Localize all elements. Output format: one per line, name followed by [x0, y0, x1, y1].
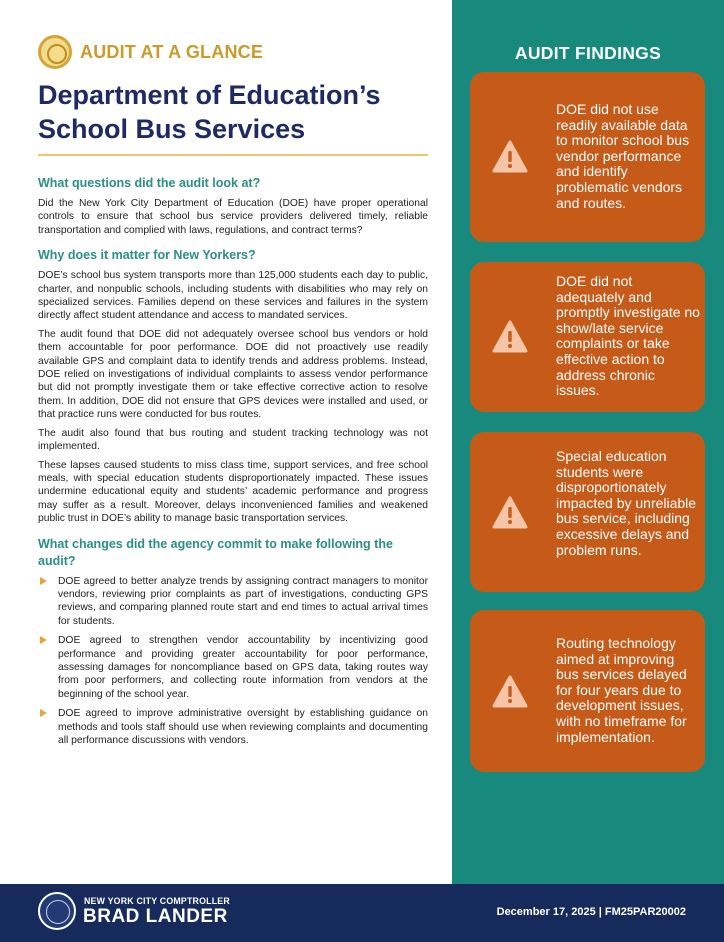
paragraph-why-4: These lapses caused students to miss class time, support services, and free school meals, with special education students disproportionately impacted. These issues undermine educational equity and students’ academic performance and progress may suffer as a result. Moreover, delays inconvenienced families and weakened public trust in DOE’s ability to manage basic transportation services. [38, 459, 428, 525]
warning-icon [492, 496, 528, 530]
section-heading-why: Why does it matter for New Yorkers? [38, 248, 256, 263]
finding-card-2 [470, 262, 705, 412]
warning-icon [492, 320, 528, 354]
list-item-text: DOE agreed to better analyze trends by assigning contract managers to monitor vendors, reviewing prior complaints as part of investigations, conducting GPS reviews, and comparing planned route start and end times to actual arrival times for students. [58, 575, 428, 627]
report-dateline: December 17, 2025 | FM25PAR20002 [496, 906, 686, 918]
title-line-2: School Bus Services [38, 114, 306, 144]
city-seal-icon [38, 35, 72, 69]
finding-card-3 [470, 432, 705, 592]
finding-text-2: DOE did not adequately and promptly investigate no show/late service complaints or take effective action to address chronic issues. [556, 273, 700, 399]
office-label: NEW YORK CITY COMPTROLLER [84, 896, 230, 906]
changes-list [38, 575, 428, 748]
finding-card-4 [470, 610, 705, 772]
findings-sidebar [452, 0, 724, 884]
bullet-arrow-icon [40, 636, 47, 644]
paragraph-questions: Did the New York City Department of Education (DOE) have proper operational controls to ensure that school bus service providers delivered timely, reliable transportation and complied with laws, regulations, and contract terms? [38, 198, 428, 236]
list-item [38, 575, 428, 629]
paragraph-why-1: DOE’s school bus system transports more than 125,000 students each day to public, charter, and nonpublic schools, including students with disabilities who may rely on specialized services. Families depend on these services and failures in the system directly affect student attendance and access to mandated services. [38, 270, 428, 322]
comptroller-seal-icon [38, 892, 76, 930]
eyebrow-label: AUDIT AT A GLANCE [80, 41, 264, 62]
warning-icon [492, 140, 528, 174]
finding-text-1: DOE did not use readily available data to monitor school bus vendor performance and identify problematic vendors and routes. [556, 101, 690, 211]
content-body [38, 175, 428, 753]
paragraph-why-3: The audit also found that bus routing and student tracking technology was not implemented. [38, 427, 428, 453]
findings-title: AUDIT FINDINGS [514, 43, 662, 63]
paragraph-why-2: The audit found that DOE did not adequately oversee school bus vendors or hold them accountable for poor performance. DOE did not proactively use readily available GPS and complaint data to identify trends and address problems. Instead, DOE relied on investigations of individual complaints to assess vendor performance but did not promptly investigate them or take effective corrective action to resolve them. In addition, DOE did not ensure that GPS devices were installed and used, or that practice runs were conducted for bus routes. [38, 328, 428, 421]
footer-bar [0, 884, 724, 942]
list-item [38, 707, 428, 747]
brand-row [38, 34, 263, 70]
bullet-arrow-icon [40, 709, 47, 717]
finding-card-1 [470, 72, 705, 242]
bullet-arrow-icon [40, 577, 47, 585]
title-line-1: Department of Education’s [38, 80, 381, 110]
section-heading-questions: What questions did the audit look at? [38, 176, 261, 190]
list-item-text: DOE agreed to improve administrative oversight by establishing guidance on methods and tools staff should use when reviewing complaints and documenting all performance discussions with vendors. [58, 708, 428, 746]
list-item-text: DOE agreed to strengthen vendor accountability by incentivizing good performance and providing greater accountability for poor performance, assessing damages for noncompliance based on GPS data, taking routes way from poor performers, and collecting route information from vendors at the beginning of the school year. [58, 635, 428, 700]
finding-text-3: Special education students were disproportionately impacted by unreliable bus service, including excessive delays and problem runs. [556, 448, 697, 558]
warning-icon [492, 675, 528, 709]
section-heading-changes: What changes did the agency commit to make following the audit? [38, 536, 393, 568]
title-divider [38, 154, 428, 156]
comptroller-name: BRAD LANDER [83, 906, 228, 927]
finding-text-4: Routing technology aimed at improving bus services delayed for four years due to development issues, with no timeframe for implementation. [556, 635, 687, 745]
list-item [38, 634, 428, 701]
page-title [38, 78, 438, 146]
